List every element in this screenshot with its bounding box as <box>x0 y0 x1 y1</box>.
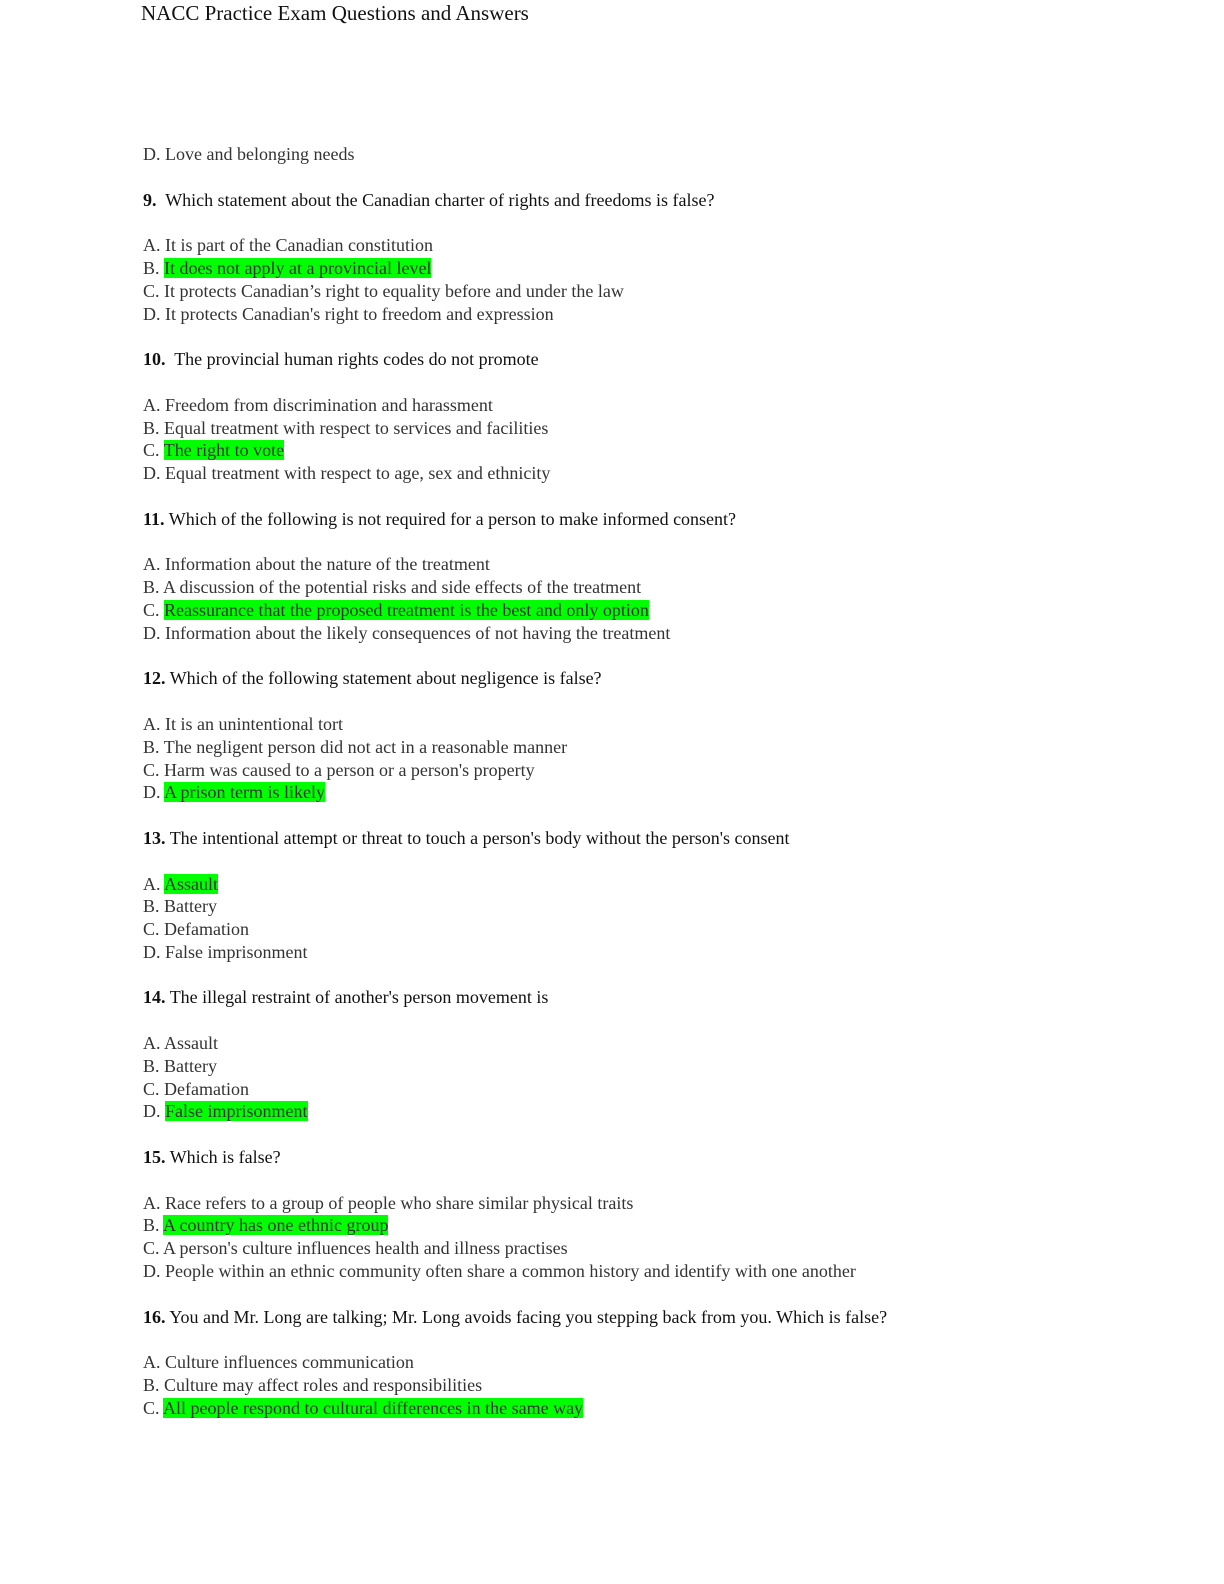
option-text: False imprisonment <box>165 941 308 962</box>
option-d <box>143 462 1183 485</box>
option-letter: D. <box>143 622 161 643</box>
correct-answer-highlight: False imprisonment <box>165 1101 308 1122</box>
correct-answer-highlight: A prison term is likely <box>164 782 326 803</box>
option-letter: C. <box>143 440 160 461</box>
option-letter: A. <box>143 1033 161 1054</box>
correct-answer-highlight: A country has one ethnic group <box>163 1215 389 1236</box>
option-letter: C. <box>143 1078 160 1099</box>
correct-answer-highlight: Reassurance that the proposed treatment is the best and only option <box>164 599 649 620</box>
option-letter: C. <box>143 1397 160 1418</box>
option-text: A discussion of the potential risks and side effects of the treatment <box>163 577 642 598</box>
question-text: Which of the following is not required for a person to make informed consent? <box>168 508 737 529</box>
option-text: Assault <box>164 1033 219 1054</box>
option-letter: B. <box>143 417 160 438</box>
option-b <box>143 1214 1183 1237</box>
option-text: The negligent person did not act in a reasonable manner <box>163 736 568 757</box>
option-c <box>143 280 1183 303</box>
option-text: Equal treatment with respect to age, sex and ethnicity <box>165 463 551 484</box>
correct-answer-highlight: Assault <box>164 873 219 894</box>
option-b <box>143 257 1183 280</box>
option-text: It protects Canadian’s right to equality before and under the law <box>164 280 624 301</box>
option-text: Information about the likely consequences of not having the treatment <box>165 622 671 643</box>
option-d <box>143 622 1183 645</box>
option-text: Love and belonging needs <box>165 144 355 164</box>
option-letter: C. <box>143 280 160 301</box>
option-b <box>143 1374 1183 1397</box>
option-c <box>143 1237 1183 1260</box>
page-header-title: NACC Practice Exam Questions and Answers <box>141 1 529 25</box>
option-letter: B. <box>143 896 160 917</box>
question-list <box>143 143 1183 1420</box>
question-15 <box>143 1146 1183 1169</box>
option-c <box>143 599 1183 622</box>
option-text: Culture may affect roles and responsibilities <box>164 1375 483 1396</box>
question-text: Which statement about the Canadian charter of rights and freedoms is false? <box>165 189 715 210</box>
option-letter: A. <box>143 394 161 415</box>
question-number: 11. <box>143 508 165 529</box>
option-d <box>143 941 1183 964</box>
option-text: Battery <box>164 1055 217 1076</box>
option-text: It is part of the Canadian constitution <box>165 235 433 256</box>
correct-answer-highlight: It does not apply at a provincial level <box>164 257 432 278</box>
option-b <box>143 576 1183 599</box>
option-text: Information about the nature of the treatment <box>165 554 490 575</box>
option-letter: A. <box>143 1352 161 1373</box>
option-text: People within an ethnic community often share a common history and identify with one another <box>165 1261 856 1282</box>
option-letter: C. <box>143 759 160 780</box>
option-letter: C. <box>143 599 160 620</box>
option-a <box>143 553 1183 576</box>
option-text: It is an unintentional tort <box>165 713 343 734</box>
option-a <box>143 234 1183 257</box>
option-letter: D. <box>143 303 161 324</box>
question-12 <box>143 667 1183 690</box>
question-number: 16. <box>143 1306 166 1327</box>
option-text: Race refers to a group of people who share similar physical traits <box>165 1192 634 1213</box>
option-letter: D. <box>143 1101 161 1122</box>
option-text: Freedom from discrimination and harassment <box>165 394 493 415</box>
question-number: 9. <box>143 189 157 210</box>
option-letter: C. <box>143 1238 160 1259</box>
option-b <box>143 895 1183 918</box>
option-letter: A. <box>143 1192 161 1213</box>
option-b <box>143 736 1183 759</box>
question-13 <box>143 827 1183 850</box>
option-letter: D. <box>143 1261 161 1282</box>
question-text: The provincial human rights codes do not promote <box>174 349 539 370</box>
option-d <box>143 781 1183 804</box>
carryover-option <box>143 143 1183 166</box>
option-text: Equal treatment with respect to services and facilities <box>164 417 549 438</box>
option-a <box>143 1032 1183 1055</box>
option-b <box>143 1055 1183 1078</box>
option-text: A person's culture influences health and illness practises <box>163 1238 568 1259</box>
option-text: Battery <box>164 896 217 917</box>
correct-answer-highlight: All people respond to cultural differences in the same way <box>163 1397 584 1418</box>
option-d <box>143 1260 1183 1283</box>
option-letter: A. <box>143 713 161 734</box>
option-letter: A. <box>143 554 161 575</box>
option-a <box>143 713 1183 736</box>
option-letter: B. <box>143 1215 160 1236</box>
option-letter: A. <box>143 873 161 894</box>
option-text: It protects Canadian's right to freedom and expression <box>165 303 554 324</box>
question-16 <box>143 1306 1183 1329</box>
option-d <box>143 1100 1183 1123</box>
option-letter: D. <box>143 463 161 484</box>
question-14 <box>143 986 1183 1009</box>
option-letter: B. <box>143 736 160 757</box>
option-a <box>143 394 1183 417</box>
option-text: Culture influences communication <box>165 1352 414 1373</box>
question-number: 13. <box>143 827 166 848</box>
question-number: 12. <box>143 668 166 689</box>
option-d <box>143 303 1183 326</box>
question-11 <box>143 508 1183 531</box>
correct-answer-highlight: The right to vote <box>163 440 285 461</box>
option-c <box>143 918 1183 941</box>
question-text: The illegal restraint of another's person movement is <box>169 987 549 1008</box>
question-text: The intentional attempt or threat to touch a person's body without the person's consent <box>169 827 790 848</box>
option-letter: B. <box>143 1055 160 1076</box>
question-text: You and Mr. Long are talking; Mr. Long avoids facing you stepping back from you. Which is false? <box>169 1306 888 1327</box>
option-letter: B. <box>143 577 160 598</box>
option-letter: D. <box>143 782 161 803</box>
option-c <box>143 1078 1183 1101</box>
question-10 <box>143 348 1183 371</box>
question-text: Which is false? <box>169 1147 281 1168</box>
option-c <box>143 1397 1183 1420</box>
option-letter: D. <box>143 941 161 962</box>
option-text: Defamation <box>164 1078 249 1099</box>
option-text: Harm was caused to a person or a person's property <box>164 759 535 780</box>
option-c <box>143 759 1183 782</box>
question-number: 10. <box>143 349 166 370</box>
option-b <box>143 417 1183 440</box>
option-a <box>143 873 1183 896</box>
option-a <box>143 1192 1183 1215</box>
option-c <box>143 439 1183 462</box>
option-letter: D. <box>143 144 161 164</box>
option-text: Defamation <box>164 919 249 940</box>
question-number: 14. <box>143 987 166 1008</box>
question-9 <box>143 189 1183 212</box>
option-letter: A. <box>143 235 161 256</box>
option-a <box>143 1351 1183 1374</box>
option-letter: B. <box>143 257 160 278</box>
option-letter: C. <box>143 919 160 940</box>
question-text: Which of the following statement about negligence is false? <box>169 668 602 689</box>
option-letter: B. <box>143 1375 160 1396</box>
question-number: 15. <box>143 1147 166 1168</box>
